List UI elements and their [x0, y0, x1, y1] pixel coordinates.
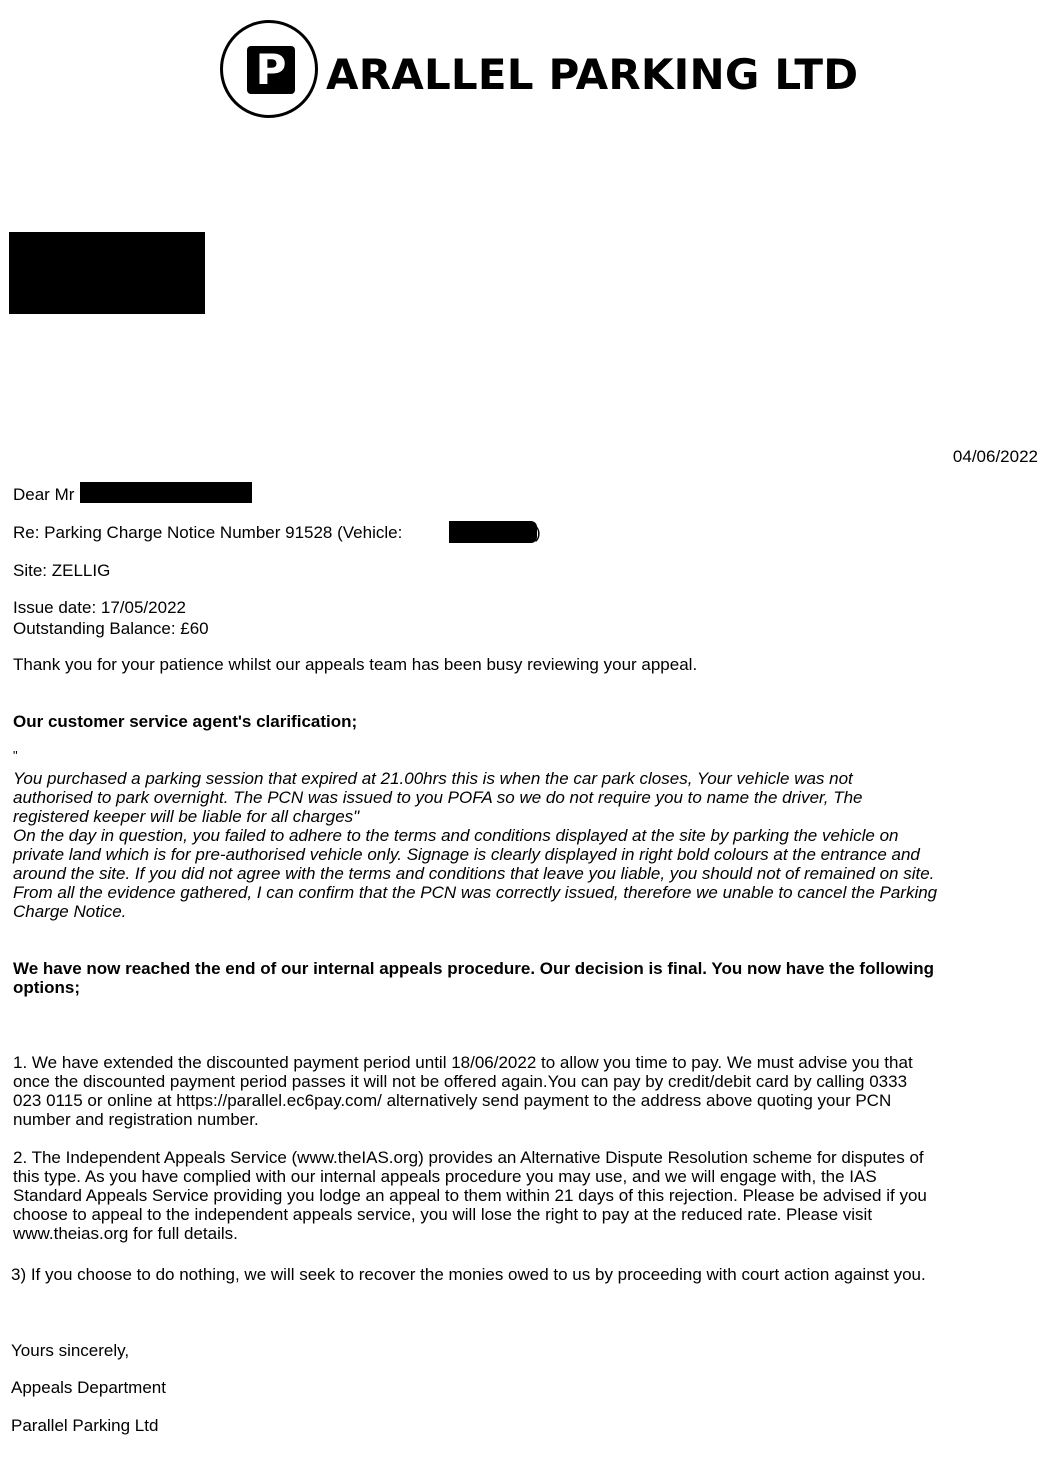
agent-quote-line: authorised to park overnight. The PCN was issued to you POFA so we do not require you to name the driver, The: [13, 788, 863, 807]
clarification-heading: Our customer service agent's clarification;: [13, 712, 358, 731]
option-1-line: number and registration number.: [13, 1110, 259, 1129]
agent-quote-line: You purchased a parking session that expired at 21.00hrs this is when the car park closes, Your vehicle was not: [13, 769, 853, 788]
outstanding-balance: Outstanding Balance: £60: [13, 619, 209, 638]
option-1: [13, 1053, 913, 1129]
final-notice: [13, 959, 934, 997]
agent-quote-line: around the site. If you did not agree with the terms and conditions that leave you liable, you should not of remained on site.: [13, 864, 935, 883]
agent-quote-line: private land which is for pre-authorised vehicle only. Signage is clearly displayed in right bold colours at the entrance and: [13, 845, 920, 864]
option-1-line: 1. We have extended the discounted payment period until 18/06/2022 to allow you time to pay. We must advise you that: [13, 1053, 913, 1072]
redacted-address: [9, 232, 205, 314]
option-2-line: 2. The Independent Appeals Service (www.theIAS.org) provides an Alternative Dispute Resolution scheme for disputes of: [13, 1148, 924, 1167]
quote-mark: ": [13, 748, 18, 763]
re-line-close: ): [535, 523, 541, 542]
agent-quote-line: Charge Notice.: [13, 902, 127, 921]
letter-date: 04/06/2022: [952, 447, 1038, 466]
agent-quote-line: On the day in question, you failed to adhere to the terms and conditions displayed at the site by parking the vehicle on: [13, 826, 899, 845]
redacted-name: [80, 482, 252, 503]
sign-off: Yours sincerely,: [11, 1341, 130, 1360]
company-name: Parallel Parking Ltd: [11, 1416, 159, 1435]
option-2-line: this type. As you have complied with our internal appeals procedure you may use, and we will engage with, the IAS: [13, 1167, 877, 1186]
option-2-line: Standard Appeals Service providing you lodge an appeal to them within 21 days of this rejection. Please be advised if you: [13, 1186, 927, 1205]
option-2-line: choose to appeal to the independent appeals service, you will lose the right to pay at the reduced rate. Please visit: [13, 1205, 873, 1224]
option-3: 3) If you choose to do nothing, we will seek to recover the monies owed to us by proceeding with court action against you.: [11, 1265, 926, 1284]
final-notice-line: We have now reached the end of our internal appeals procedure. Our decision is final. You now have the following: [13, 959, 934, 978]
department: Appeals Department: [11, 1378, 166, 1397]
redacted-vehicle: [449, 521, 537, 543]
option-1-line: 023 0115 or online at https://parallel.ec6pay.com/ alternatively send payment to the address above quoting your PCN: [13, 1091, 892, 1110]
final-notice-line: options;: [13, 978, 81, 997]
greeting: Dear Mr: [13, 485, 75, 504]
option-1-line: once the discounted payment period passes it will not be offered again.You can pay by credit/debit card by calling 0333: [13, 1072, 908, 1091]
agent-quote-line: From all the evidence gathered, I can confirm that the PCN was correctly issued, therefore we unable to cancel the Parking: [13, 883, 938, 902]
agent-quote: [13, 769, 937, 921]
re-line: Re: Parking Charge Notice Number 91528 (Vehicle:: [13, 523, 403, 542]
company-logo-text: ARALLEL PARKING LTD: [326, 50, 859, 99]
option-2: [13, 1148, 927, 1243]
site: Site: ZELLIG: [13, 561, 111, 580]
thank-you-paragraph: Thank you for your patience whilst our appeals team has been busy reviewing your appeal.: [13, 655, 698, 674]
logo-letter: P: [255, 45, 287, 94]
agent-quote-line: registered keeper will be liable for all charges": [13, 807, 360, 826]
option-2-line: www.theias.org for full details.: [13, 1224, 238, 1243]
issue-date: Issue date: 17/05/2022: [13, 598, 186, 617]
